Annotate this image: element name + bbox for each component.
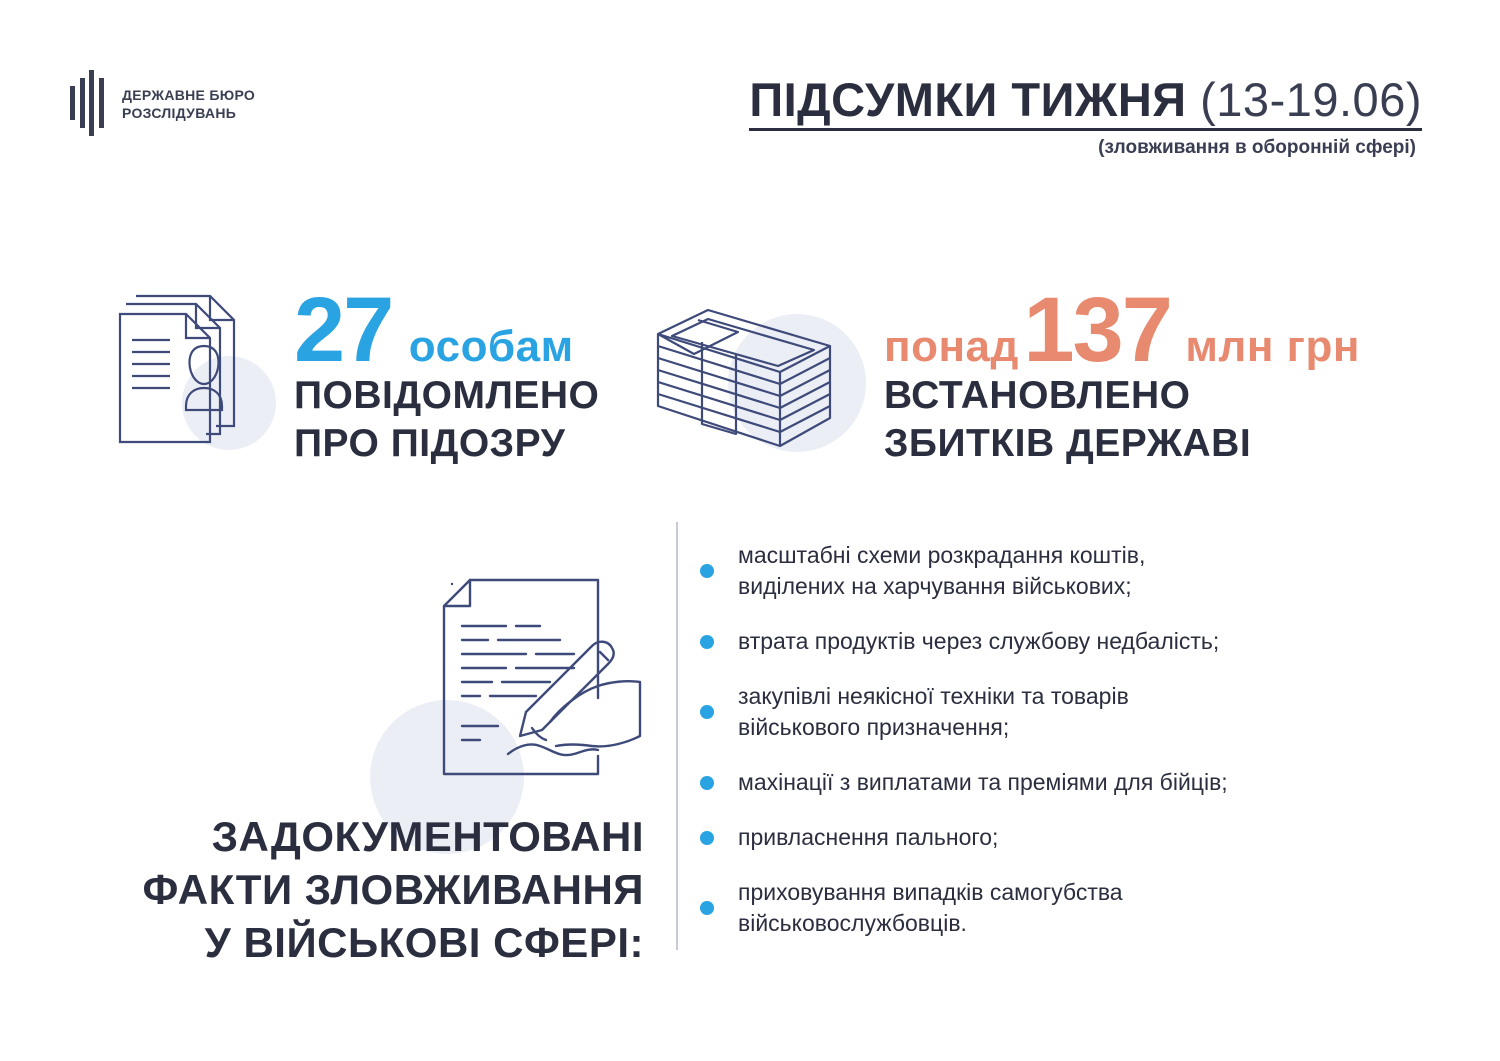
damage-number: 137 xyxy=(1023,279,1171,381)
logo-line2: РОЗСЛІДУВАНЬ xyxy=(122,105,237,121)
list-item xyxy=(700,877,1460,939)
facts-heading xyxy=(142,810,644,969)
facts-heading-line3: У ВІЙСЬКОВІ СФЕРІ: xyxy=(204,919,644,966)
logo xyxy=(66,66,296,136)
item-line2: виділених на харчування військових; xyxy=(738,573,1132,599)
facts-list xyxy=(700,540,1460,963)
list-item xyxy=(700,822,1460,853)
item-line1: втрата продуктів через службову недбалість; xyxy=(738,628,1220,654)
bullet-dot-icon xyxy=(700,635,714,649)
list-item xyxy=(700,540,1460,602)
suspects-unit: особам xyxy=(408,322,574,371)
damage-line2: ЗБИТКІВ ДЕРЖАВІ xyxy=(884,422,1252,465)
bullet-dot-icon xyxy=(700,776,714,790)
list-item xyxy=(700,767,1460,798)
facts-heading-line2: ФАКТИ ЗЛОВЖИВАННЯ xyxy=(142,866,644,913)
money-stack-icon xyxy=(654,306,834,454)
dbr-logo-icon xyxy=(66,66,108,136)
damage-prefix: понад xyxy=(884,322,1019,371)
list-item xyxy=(700,681,1460,743)
document-signing-icon xyxy=(440,578,646,776)
damage-unit: млн грн xyxy=(1185,322,1360,371)
item-line2: військовослужбовців. xyxy=(738,910,967,936)
suspects-line1: ПОВІДОМЛЕНО xyxy=(294,374,600,417)
item-line2: військового призначення; xyxy=(738,714,1010,740)
suspects-line2: ПРО ПІДОЗРУ xyxy=(294,422,566,465)
suspects-number: 27 xyxy=(294,279,393,381)
logo-text xyxy=(122,86,255,122)
item-line1: махінації з виплатами та преміями для бійців; xyxy=(738,769,1228,795)
facts-heading-line1: ЗАДОКУМЕНТОВАНІ xyxy=(211,813,644,860)
title-dates: (13-19.06) xyxy=(1200,73,1422,126)
document-person-icon xyxy=(118,294,236,444)
item-line1: масштабні схеми розкрадання коштів, xyxy=(738,542,1146,568)
logo-line1: ДЕРЖАВНЕ БЮРО xyxy=(122,87,256,103)
section-divider xyxy=(676,522,678,950)
damage-stat xyxy=(884,279,1360,468)
bullet-dot-icon xyxy=(700,705,714,719)
item-line1: привласнення пального; xyxy=(738,824,999,850)
bullet-dot-icon xyxy=(700,564,714,578)
list-item xyxy=(700,626,1460,657)
suspects-stat xyxy=(294,279,600,468)
bullet-dot-icon xyxy=(700,901,714,915)
damage-line1: ВСТАНОВЛЕНО xyxy=(884,374,1191,417)
page-subtitle: (зловживання в оборонній сфері) xyxy=(1098,137,1416,158)
item-line1: закупівлі неякісної техніки та товарів xyxy=(738,683,1129,709)
bullet-dot-icon xyxy=(700,831,714,845)
title-main: ПІДСУМКИ ТИЖНЯ xyxy=(749,73,1187,126)
page-title xyxy=(749,72,1422,131)
item-line1: приховування випадків самогубства xyxy=(738,879,1123,905)
